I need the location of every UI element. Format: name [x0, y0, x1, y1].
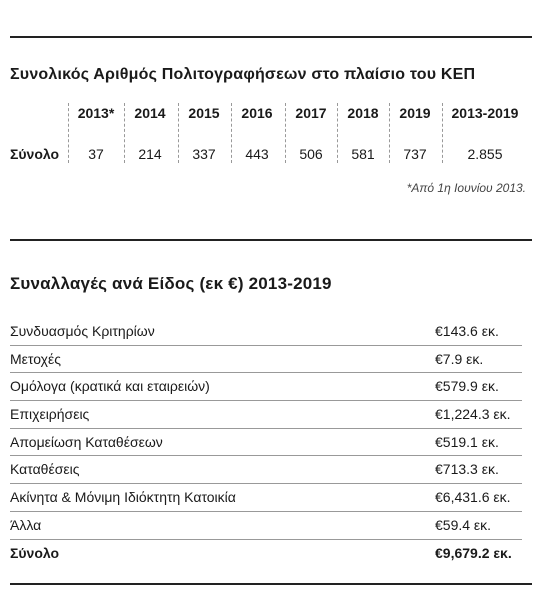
value-2015: 337 [192, 146, 216, 162]
item-label: Συνδυασμός Κριτηρίων [10, 323, 155, 339]
transactions-list [10, 318, 522, 566]
item-label: Καταθέσεις [10, 461, 80, 478]
value-2016: 443 [245, 146, 269, 162]
middle-rule [10, 239, 532, 241]
row-label-total: Σύνολο [10, 146, 60, 162]
col-header-2017: 2017 [295, 105, 327, 121]
item-amount: €7.9 εκ. [435, 350, 484, 367]
list-item [10, 401, 522, 429]
item-label: Άλλα [10, 516, 42, 533]
value-total: 2.855 [467, 146, 503, 162]
col-header-2015: 2015 [188, 105, 220, 121]
list-item [10, 456, 522, 484]
value-2017: 506 [299, 146, 323, 162]
value-2018: 581 [351, 146, 375, 162]
item-label: Ακίνητα & Μόνιμη Ιδιόκτητη Κατοικία [10, 489, 236, 506]
col-header-total: 2013-2019 [451, 105, 519, 121]
list-item [10, 373, 522, 401]
item-label: Απομείωση Καταθέσεων [10, 433, 163, 450]
list-item [10, 484, 522, 512]
value-2019: 737 [403, 146, 427, 162]
col-header-2014: 2014 [134, 105, 166, 121]
value-2014: 214 [138, 146, 162, 162]
list-item [10, 318, 522, 346]
top-rule [10, 36, 532, 38]
list-item [10, 346, 522, 374]
item-label: Σύνολο [10, 544, 60, 561]
item-amount: €519.1 εκ. [435, 433, 499, 450]
item-label: Μετοχές [10, 350, 61, 367]
item-amount: €579.9 εκ. [435, 378, 499, 395]
bottom-rule [10, 583, 532, 585]
list-item [10, 512, 522, 540]
list-item [10, 429, 522, 457]
list-item-total [10, 540, 522, 567]
col-header-2019: 2019 [399, 105, 431, 121]
item-amount: €59.4 εκ. [435, 516, 492, 533]
footnote: *Από 1η Ιουνίου 2013. [406, 181, 526, 195]
section1-title: Συνολικός Αριθμός Πολιτογραφήσεων στο πλαίσιο του ΚΕΠ [10, 66, 476, 83]
col-header-2018: 2018 [347, 105, 379, 121]
item-label: Επιχειρήσεις [10, 406, 90, 423]
item-amount: €6,431.6 εκ. [435, 489, 511, 506]
value-2013: 37 [88, 146, 104, 162]
col-header-2013: 2013* [77, 105, 115, 121]
item-amount: €713.3 εκ. [435, 461, 499, 478]
section2-title: Συναλλαγές ανά Είδος (εκ €) 2013-2019 [10, 274, 332, 293]
item-amount: €143.6 εκ. [435, 323, 499, 339]
col-header-2016: 2016 [241, 105, 273, 121]
item-amount: €1,224.3 εκ. [435, 406, 511, 423]
item-amount: €9,679.2 εκ. [435, 544, 512, 561]
item-label: Ομόλογα (κρατικά και εταιρειών) [10, 378, 210, 395]
column-separator [68, 103, 69, 163]
